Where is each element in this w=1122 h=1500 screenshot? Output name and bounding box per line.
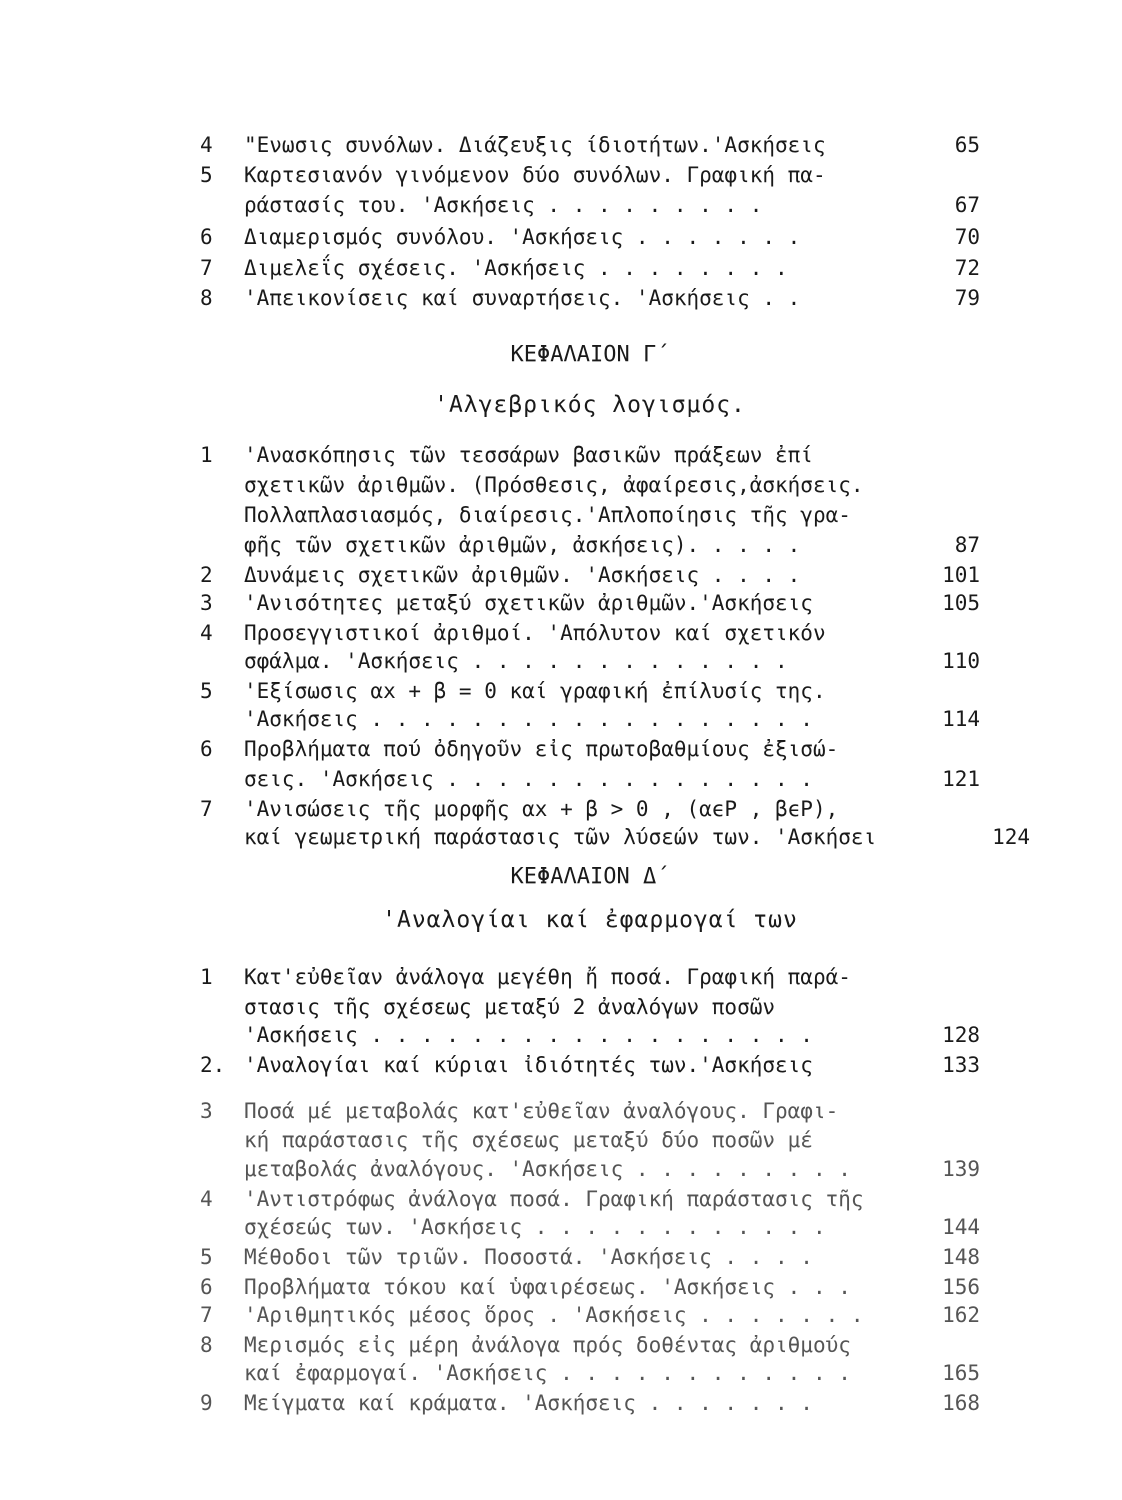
toc-line: [200, 1242, 980, 1272]
entry-title: 'Εξίσωσις αx + β = 0 καί γραφική ἐπίλυσίς της.: [244, 679, 826, 703]
page-number: 65: [954, 133, 980, 157]
entry-number: 2.: [200, 1053, 226, 1077]
page-number: 79: [954, 286, 980, 310]
entry-number: 8: [200, 1333, 213, 1357]
entry-number: 4: [200, 133, 213, 157]
entry-number: 1: [200, 443, 213, 467]
toc-line: [200, 440, 980, 470]
chapter-subheading: 'Αναλογίαι καί ἐφαρμογαί των: [382, 907, 798, 933]
page-number: 70: [954, 225, 980, 249]
toc-line: [200, 1154, 980, 1184]
entry-number: 7: [200, 1303, 213, 1327]
entry-title-cont: 'Ασκήσεις . . . . . . . . . . . . . . . . . .: [244, 707, 813, 731]
toc-line: [200, 646, 980, 676]
page-number: 156: [942, 1275, 980, 1299]
toc-line: [200, 253, 980, 283]
entry-title-cont: κή παράστασις τῆς σχέσεως μεταξύ δύο ποσῶν μέ: [244, 1128, 813, 1152]
page-number: 110: [942, 649, 980, 673]
entry-number: 4: [200, 621, 213, 645]
chapter-heading: ΚΕΦΑΛΑΙΟΝ Γ΄: [510, 342, 670, 367]
toc-line: [200, 283, 980, 313]
entry-number: 4: [200, 1187, 213, 1211]
toc-line: [200, 764, 980, 794]
chapter-subheading: 'Αλγεβρικός λογισμός.: [434, 392, 746, 418]
toc-line: [200, 130, 980, 160]
toc-line: [200, 1300, 980, 1330]
entry-title-cont: σεις. 'Ασκήσεις . . . . . . . . . . . . . . .: [244, 767, 813, 791]
entry-title: Προσεγγιστικοί ἀριθμοί. 'Απόλυτον καί σχετικόν: [244, 621, 826, 645]
entry-title-cont: 'Ασκήσεις . . . . . . . . . . . . . . . . . .: [244, 1023, 813, 1047]
entry-title-cont: σχέσεώς των. 'Ασκήσεις . . . . . . . . . . . .: [244, 1215, 826, 1239]
entry-title-cont: σφάλμα. 'Ασκήσεις . . . . . . . . . . . . .: [244, 649, 788, 673]
page-number: 121: [942, 767, 980, 791]
entry-number: 8: [200, 286, 213, 310]
toc-line: [200, 190, 980, 220]
entry-title: 'Αναλογίαι καί κύριαι ἰδιότητές των.'Ασκήσεις: [244, 1053, 813, 1077]
toc-line: [200, 1212, 980, 1242]
entry-number: 6: [200, 1275, 213, 1299]
toc-line: [200, 676, 980, 706]
entry-number: 3: [200, 591, 213, 615]
entry-number: 6: [200, 737, 213, 761]
toc-line: [200, 1358, 980, 1388]
page-number: 105: [942, 591, 980, 615]
entry-title-cont: καί γεωμετρική παράστασις τῶν λύσεών των. 'Ασκήσει: [244, 825, 877, 849]
entry-title: 'Αριθμητικός μέσος ὅρος . 'Ασκήσεις . . . . . . .: [244, 1303, 864, 1327]
entry-title-cont: καί ἐφαρμογαί. 'Ασκήσεις . . . . . . . . . . . .: [244, 1361, 851, 1385]
page-number: 162: [942, 1303, 980, 1327]
toc-line: [200, 1388, 980, 1418]
entry-title: "Ενωσις συνόλων. Διάζευξις ίδιοτήτων.'Ασκήσεις: [244, 133, 826, 157]
entry-title: Ποσά μέ μεταβολάς κατ'εὐθεῖαν ἀναλόγους. Γραφι-: [244, 1099, 839, 1123]
entry-title: Μερισμός εἰς μέρη ἀνάλογα πρός δοθέντας ἀριθμούς: [244, 1333, 851, 1357]
entry-title: 'Απεικονίσεις καί συναρτήσεις. 'Ασκήσεις . .: [244, 286, 801, 310]
toc-line: [200, 1125, 980, 1155]
entry-number: 3: [200, 1099, 213, 1123]
page-number: 101: [942, 563, 980, 587]
page-number: 168: [942, 1391, 980, 1415]
toc-line: [200, 500, 980, 530]
page-number: 124: [992, 825, 1030, 849]
entry-number: 6: [200, 225, 213, 249]
entry-title-cont: Πολλαπλασιασμός, διαίρεσις.'Απλοποίησις τῆς γρα-: [244, 503, 851, 527]
page-number: 128: [942, 1023, 980, 1047]
toc-line: [200, 618, 980, 648]
entry-title: Δυνάμεις σχετικῶν ἀριθμῶν. 'Ασκήσεις . . . .: [244, 563, 801, 587]
entry-title: Μέθοδοι τῶν τριῶν. Ποσοστά. 'Ασκήσεις . . . .: [244, 1245, 813, 1269]
page-number: 148: [942, 1245, 980, 1269]
page-number: 114: [942, 707, 980, 731]
toc-line: [200, 1272, 980, 1302]
page-number: 139: [942, 1157, 980, 1181]
toc-line: [200, 530, 980, 560]
entry-number: 5: [200, 163, 213, 187]
entry-number: 7: [200, 256, 213, 280]
toc-line: [200, 1330, 980, 1360]
entry-number: 7: [200, 797, 213, 821]
toc-line: [200, 962, 980, 992]
page-number: 72: [954, 256, 980, 280]
page-number: 67: [954, 193, 980, 217]
entry-title: Διαμερισμός συνόλου. 'Ασκήσεις . . . . . . .: [244, 225, 801, 249]
toc-line: [200, 560, 980, 590]
chapter-heading: ΚΕΦΑΛΑΙΟΝ Δ΄: [510, 864, 670, 889]
entry-title: Καρτεσιανόν γινόμενον δύο συνόλων. Γραφική πα-: [244, 163, 826, 187]
entry-title: 'Αντιστρόφως ἀνάλογα ποσά. Γραφική παράστασις τῆς: [244, 1187, 864, 1211]
toc-line: [200, 222, 980, 252]
toc-line: [200, 734, 980, 764]
entry-title: 'Ανισώσεις τῆς μορφῆς αx + β > 0 , (αϵP , βϵP),: [244, 797, 839, 821]
entry-title: Μείγματα καί κράματα. 'Ασκήσεις . . . . . . .: [244, 1391, 813, 1415]
toc-line: [200, 1050, 980, 1080]
entry-title-cont: ράστασίς του. 'Ασκήσεις . . . . . . . . .: [244, 193, 763, 217]
entry-number: 9: [200, 1391, 213, 1415]
entry-title: 'Ανασκόπησις τῶν τεσσάρων βασικῶν πράξεων ἐπί: [244, 443, 813, 467]
toc-line: [200, 992, 980, 1022]
page-number: 87: [954, 533, 980, 557]
toc-line: [200, 822, 1030, 852]
entry-title-cont: φῆς τῶν σχετικῶν ἀριθμῶν, ἀσκήσεις). . . . .: [244, 533, 801, 557]
entry-title: Προβλήματα πού ὀδηγοῦν εἰς πρωτοβαθμίους ἐξισώ-: [244, 737, 839, 761]
page-number: 144: [942, 1215, 980, 1239]
entry-title: 'Ανισότητες μεταξύ σχετικῶν ἀριθμῶν.'Ασκήσεις: [244, 591, 813, 615]
entry-number: 1: [200, 965, 213, 989]
toc-line: [200, 1020, 980, 1050]
toc-line: [200, 1184, 980, 1214]
entry-title-cont: μεταβολάς ἀναλόγους. 'Ασκήσεις . . . . . . . . .: [244, 1157, 851, 1181]
entry-number: 2: [200, 563, 213, 587]
toc-line: [200, 160, 980, 190]
entry-number: 5: [200, 1245, 213, 1269]
toc-line: [200, 1096, 980, 1126]
page-number: 133: [942, 1053, 980, 1077]
toc-line: [200, 794, 980, 824]
entry-title-cont: στασις τῆς σχέσεως μεταξύ 2 ἀναλόγων ποσῶν: [244, 995, 776, 1019]
entry-title: Κατ'εὐθεῖαν ἀνάλογα μεγέθη ἤ ποσά. Γραφική παρά-: [244, 965, 851, 989]
entry-number: 5: [200, 679, 213, 703]
toc-line: [200, 588, 980, 618]
entry-title: Προβλήματα τόκου καί ὑφαιρέσεως. 'Ασκήσεις . . .: [244, 1275, 851, 1299]
toc-line: [200, 704, 980, 734]
page-number: 165: [942, 1361, 980, 1385]
entry-title: Διμελεΐς σχέσεις. 'Ασκήσεις . . . . . . . .: [244, 256, 788, 280]
entry-title-cont: σχετικῶν ἀριθμῶν. (Πρόσθεσις, ἀφαίρεσις,ἀσκήσεις.: [244, 473, 864, 497]
toc-line: [200, 470, 980, 500]
